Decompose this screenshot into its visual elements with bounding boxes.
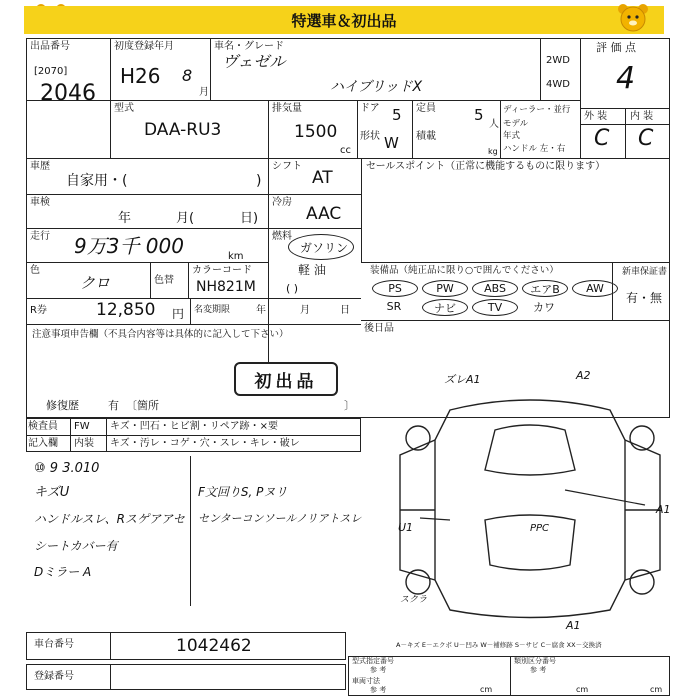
mark-6: スクラ xyxy=(400,595,428,605)
fuel-paren: ( ) xyxy=(286,282,299,295)
history-close: ) xyxy=(256,173,262,189)
shape-label: 形状 xyxy=(360,131,380,142)
aircon-value: AAC xyxy=(306,204,342,224)
equipment-row-2 xyxy=(372,299,612,315)
repair-value: 有 xyxy=(108,399,119,412)
aircon-label: 冷房 xyxy=(272,197,292,208)
fuel-diesel: 軽 油 xyxy=(298,263,326,277)
model-value: DAA-RU3 xyxy=(144,120,222,140)
displacement-value: 1500 xyxy=(294,122,338,142)
model-no-ref: 参 考 xyxy=(370,666,387,674)
legend-interior: 内装 xyxy=(74,438,94,449)
loadcap-label: 積載 xyxy=(416,131,436,142)
loadcap-unit: kg xyxy=(488,147,498,156)
equipment-item: ナビ xyxy=(422,299,468,316)
regnum-box xyxy=(26,664,346,690)
history-value: 自家用・( xyxy=(66,173,128,189)
equipment-row-1 xyxy=(372,280,612,296)
header-banner xyxy=(24,6,664,34)
registration-label: 初度登録年月 xyxy=(114,41,174,52)
inspection-month: 月( xyxy=(176,211,195,226)
remark-0: ⑩ 9 3.010 xyxy=(34,461,100,476)
chassis-label: 車台番号 xyxy=(34,639,74,650)
capacity-unit: 人 xyxy=(489,119,499,130)
car-label: 車名・グレード xyxy=(214,41,284,52)
equipment-item: カワ xyxy=(533,300,555,314)
interior-grade: C xyxy=(638,126,654,151)
equipment-item: エアB xyxy=(522,280,568,297)
shift-label: シフト xyxy=(272,161,302,172)
remark-1: キズU xyxy=(34,485,70,500)
chassis-value: 1042462 xyxy=(176,636,252,656)
capacity-value: 5 xyxy=(474,106,484,124)
equipment-item: ABS xyxy=(472,280,518,297)
recycle-unit: 円 xyxy=(172,307,185,321)
legend-fw: FW xyxy=(74,421,90,432)
mark-0: ズレA1 xyxy=(444,373,481,386)
drive-2wd: 2WD xyxy=(546,55,570,66)
registration-month: 8 xyxy=(182,66,193,85)
repair-label: 修復歴 xyxy=(46,399,79,412)
vehicle-size-ref: 参 考 xyxy=(370,686,387,694)
rear-label: 後日品 xyxy=(364,323,394,334)
score-label: 評 価 点 xyxy=(596,41,636,54)
vehicle-size-label: 車両寸法 xyxy=(352,677,380,685)
exterior-grade: C xyxy=(594,126,610,151)
doors-value: 5 xyxy=(392,106,402,124)
inspector-label: 検査員 xyxy=(28,421,58,432)
remark-2: ハンドルスレ、Rスケ゚アアセ xyxy=(34,512,185,526)
regnum-label: 登録番号 xyxy=(34,671,74,682)
score-value: 4 xyxy=(616,61,636,96)
mark-5: A1 xyxy=(566,619,581,632)
warranty-value: 有・無 xyxy=(626,291,663,305)
car-name: ヴェゼル xyxy=(222,52,286,71)
registration-era: H26 xyxy=(120,64,161,88)
shift-value: AT xyxy=(312,168,333,188)
registration-month-unit: 月 xyxy=(199,87,209,98)
mark-3: U1 xyxy=(398,521,414,534)
color-code-title: カラーコード xyxy=(192,265,252,276)
legend-row-2: キズ・汚レ・コゲ・穴・スレ・キレ・破レ xyxy=(110,438,300,449)
remark-3: シートカバー有 xyxy=(34,539,118,553)
car-damage-diagram xyxy=(390,370,680,630)
equipment-label: 装備品（純正品に限り○で囲んでください） xyxy=(370,265,559,276)
sales-label: セールスポイント（正常に機能するものに限ります） xyxy=(366,161,606,172)
inspection-year: 年 xyxy=(118,211,132,226)
shape-value: W xyxy=(384,134,399,152)
equipment-item: SR xyxy=(386,300,402,313)
transfer-year: 年 xyxy=(256,305,266,316)
doors-label: ドア xyxy=(360,103,380,114)
legend-row-1: キズ・凹石・ヒビ割・リペア跡・×要 xyxy=(110,421,278,432)
size-unit-3: cm xyxy=(650,685,663,694)
recycle-value: 12,850 xyxy=(96,300,156,320)
bear-logo-right-icon xyxy=(616,2,650,32)
class-no-ref: 参 考 xyxy=(530,666,547,674)
equipment-item: PW xyxy=(422,280,468,297)
size-unit-2: cm xyxy=(576,685,589,694)
inspection-label: 車検 xyxy=(30,197,50,208)
model-label: 型式 xyxy=(114,103,134,114)
size-unit-1: cm xyxy=(480,685,493,694)
class-no-label: 類別区分番号 xyxy=(514,657,556,665)
color-code-label: 色替 xyxy=(154,275,174,286)
fuel-label: 燃料 xyxy=(272,231,292,242)
mileage-unit: km xyxy=(228,251,244,262)
handle-side: ハンドル 左・右 xyxy=(503,144,566,154)
mileage-label: 走行 xyxy=(30,231,50,242)
car-grade: ハイブリッドX xyxy=(330,79,423,95)
mileage-value: 9万3千 000 xyxy=(74,234,184,258)
drive-4wd: 4WD xyxy=(546,79,570,90)
equipment-item: PS xyxy=(372,280,418,297)
writer-label: 記入欄 xyxy=(28,438,58,449)
lot-label: 出品番号 xyxy=(30,41,70,52)
notes-label: 注意事項申告欄（不具合内容等は具体的に記入して下さい） xyxy=(32,329,289,340)
transfer-label: 名変期限 xyxy=(194,305,231,315)
dealer-year: 年式 xyxy=(503,131,521,141)
dealer-model: モデル xyxy=(503,119,529,129)
history-label: 車歴 xyxy=(30,161,50,172)
color-code: NH821M xyxy=(196,279,256,295)
transfer-day: 日 xyxy=(340,305,350,316)
dealer-label: ディーラー・並行 xyxy=(503,105,571,115)
equipment-item: TV xyxy=(472,299,518,316)
remark-4: Dミラー A xyxy=(34,565,92,579)
page-title: 特選車＆初出品 xyxy=(291,11,397,30)
interior-label: 内 装 xyxy=(630,111,654,122)
displacement-unit: cc xyxy=(340,145,351,156)
transfer-month: 月 xyxy=(300,305,310,316)
model-no-label: 型式指定番号 xyxy=(352,657,394,665)
color-label: 色 xyxy=(30,265,40,276)
stamp-text: 初出品 xyxy=(254,371,318,392)
capacity-label: 定員 xyxy=(416,103,436,114)
repair-close: 〕 xyxy=(344,399,355,412)
fuel-circle-mark xyxy=(288,234,354,260)
lot-sub: [2070] xyxy=(34,66,68,77)
mark-1: A2 xyxy=(576,369,591,382)
remark-6: センターコンソールノリアトスレ xyxy=(198,512,362,525)
lot-number: 2046 xyxy=(40,81,96,106)
equipment-item: AW xyxy=(572,280,618,297)
warranty-label: 新車保証書 xyxy=(622,267,668,277)
inspection-day: 日) xyxy=(240,211,259,226)
first-listing-stamp xyxy=(234,362,338,396)
mark-2: A1 xyxy=(656,503,671,516)
recycle-label: R券 xyxy=(30,305,47,316)
displacement-label: 排気量 xyxy=(272,103,302,114)
fuel-gas: ガソリン xyxy=(300,241,349,255)
mark-4: PPC xyxy=(530,523,550,534)
codes-box xyxy=(348,656,670,696)
exterior-label: 外 装 xyxy=(584,111,608,122)
remark-5: F文回りS, Pヌリ xyxy=(198,485,288,499)
color-value: クロ xyxy=(80,274,111,292)
repair-place: 〔箇所 xyxy=(126,399,159,412)
codes-legend: A－キズ E－エクボ U－凹み W－補修跡 S－サビ C－腐食 XX－交換済 xyxy=(396,641,602,649)
